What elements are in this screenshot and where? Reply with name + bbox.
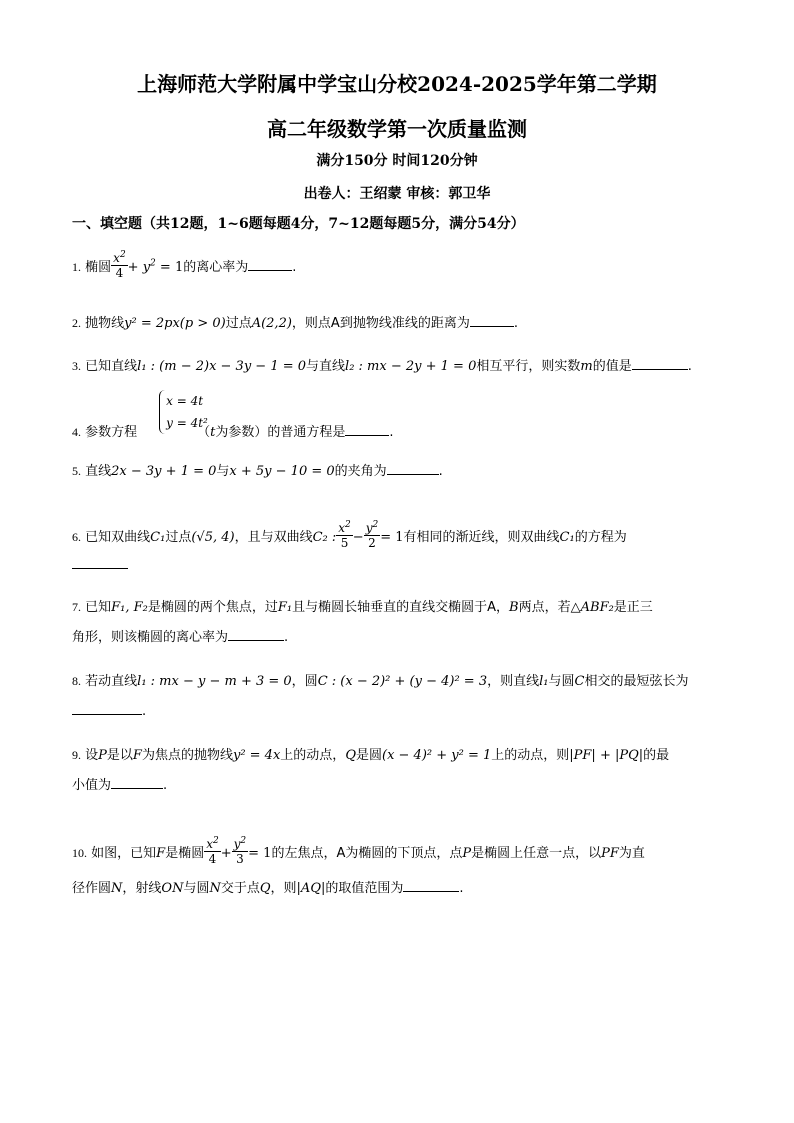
- question-9-line2: 小值为 .: [72, 778, 168, 793]
- score-time: 满分150分 时间120分钟: [316, 153, 478, 169]
- authors: 出卷人：王绍蒙 审核：郭卫华: [303, 186, 491, 202]
- exam-title: 上海师范大学附属中学宝山分校2024-2025学年第二学期: [137, 72, 657, 96]
- question-7-line2: 角形，则该椭圆的离心率为 .: [72, 630, 289, 645]
- exam-subtitle: 高二年级数学第一次质量监测: [267, 117, 527, 141]
- question-6: 6. 已知双曲线C₁过点(√5, 4)，且与双曲线C₂ : $\frac{x^2}{5}$ − $\frac{y^2}{2}$ = 1有相同的渐近线，则双曲线C₁的方程为: [72, 520, 627, 550]
- question-4-text: 4. 参数方程 （t为参数）的普通方程是 .: [72, 425, 394, 440]
- question-7: 7. 已知F₁, F₂是椭圆的两个焦点，过F₁且与椭圆长轴垂直的直线交椭圆于A，B两点，若△ABF₂是正三: [72, 600, 653, 615]
- question-5: 5. 直线2x − 3y + 1 = 0与x + 5y − 10 = 0的夹角为 .: [72, 464, 443, 479]
- question-4: x = 4t y = 4t²: [72, 390, 722, 434]
- question-3: 3. 已知直线l₁ : (m − 2)x − 3y − 1 = 0与直线l₂ : mx − 2y + 1 = 0相互平行，则实数m的值是 .: [72, 359, 692, 374]
- question-1: 1. 椭圆 $\frac{x^2}{4}$ + $y^2 = 1$的离心率为 .: [72, 250, 297, 280]
- question-6-line2: [72, 556, 722, 576]
- section-heading: 一、填空题（共12题，1~6题每题4分，7~12题每题5分，满分54分）: [72, 216, 525, 232]
- question-9: 9. 设P是以F为焦点的抛物线y² = 4x上的动点，Q是圆(x − 4)² + y² = 1上的动点，则|PF| + |PQ|的最: [72, 748, 670, 763]
- question-10: 10. 如图，已知F是椭圆 $\frac{x^2}{4}$ + $\frac{y^2}{3}$ = 1的左焦点，A为椭圆的下顶点，点P是椭圆上任意一点，以PF为直: [72, 836, 645, 866]
- question-8-line2: .: [72, 702, 722, 722]
- question-8: 8. 若动直线l₁ : mx − y − m + 3 = 0，圆C : (x − 2)² + (y − 4)² = 3，则直线l₁与圆C相交的最短弦长为: [72, 674, 689, 689]
- question-10-line2: 径作圆N，射线ON与圆N交于点Q，则|AQ|的取值范围为 .: [72, 881, 464, 896]
- question-2: 2. 抛物线y² = 2px(p > 0)过点A(2,2)，则点A到抛物线准线的距离为 .: [72, 316, 518, 331]
